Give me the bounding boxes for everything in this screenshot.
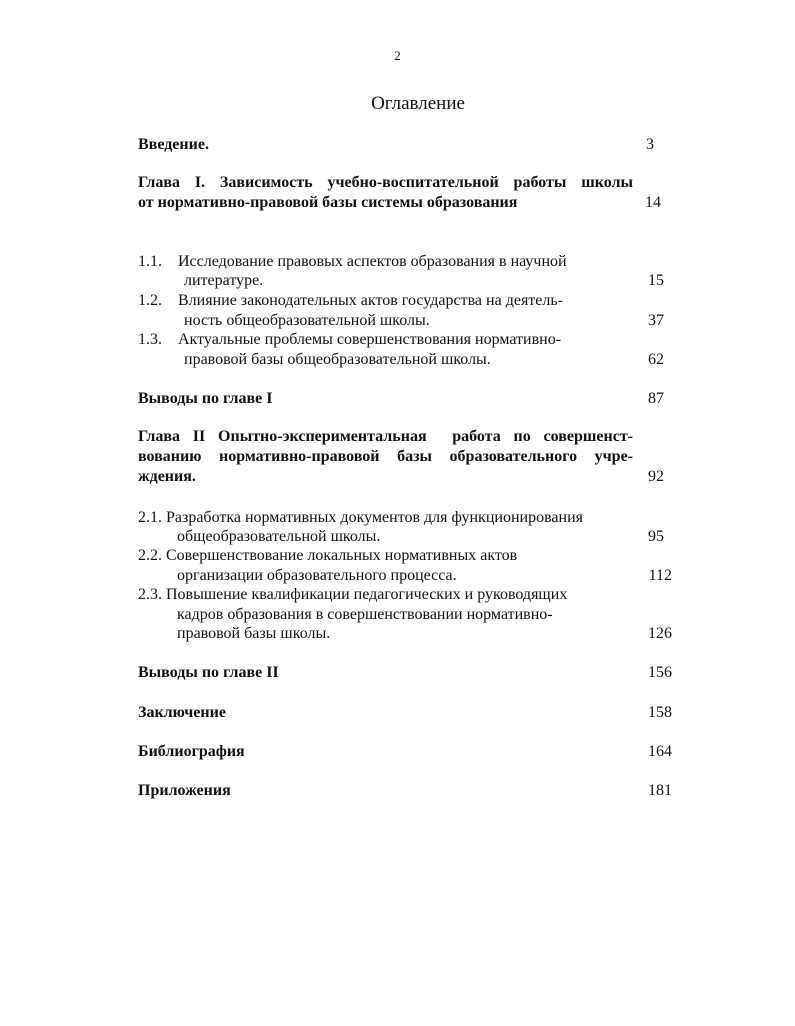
- toc-page-number: 37: [648, 312, 664, 329]
- toc-page-number: 95: [648, 528, 664, 545]
- toc-chapter-1-conclusions: Выводы по главе I: [138, 390, 273, 407]
- toc-section-2-3: 2.3. Повышение квалификации педагогических и руководящих: [138, 586, 568, 603]
- toc-chapter-2-title: Глава II Опытно-экспериментальная работа по совершенст-: [138, 428, 633, 445]
- toc-chapter-1-title: Глава I. Зависимость учебно-воспитательной работы школы: [138, 174, 633, 191]
- page-number: 2: [394, 48, 401, 63]
- toc-section-1-3: 1.3. Актуальные проблемы совершенствования нормативно-: [138, 331, 562, 348]
- toc-chapter-2-title: вованию нормативно-правовой базы образовательного учре-: [138, 448, 633, 465]
- toc-chapter-1-title: от нормативно-правовой базы системы образования: [138, 194, 518, 211]
- toc-page-number: 156: [648, 664, 672, 681]
- toc-section-1-1: литературе.: [184, 272, 264, 289]
- toc-section-2-2: 2.2. Совершенствование локальных нормативных актов: [138, 547, 518, 564]
- toc-page-number: 126: [648, 625, 672, 642]
- toc-page-number: 181: [648, 782, 672, 799]
- toc-section-2-1: общеобразовательной школы.: [177, 528, 381, 545]
- toc-section-1-2: 1.2. Влияние законодательных актов государства на деятель-: [138, 292, 563, 309]
- toc-page-number: 164: [648, 743, 672, 760]
- toc-appendices: Приложения: [138, 782, 231, 799]
- toc-section-1-1: 1.1. Исследование правовых аспектов образования в научной: [138, 253, 567, 270]
- toc-page-number: 15: [648, 272, 664, 289]
- toc-title: Оглавление: [371, 93, 465, 114]
- toc-section-2-1: 2.1. Разработка нормативных документов для функционирования: [138, 509, 583, 526]
- toc-section-2-3: правовой базы школы.: [177, 625, 331, 642]
- toc-section-2-2: организации образовательного процесса.: [177, 567, 457, 584]
- toc-page-number: 87: [648, 390, 664, 407]
- toc-page-number: 14: [645, 194, 661, 211]
- toc-introduction: Введение.: [138, 136, 209, 153]
- toc-conclusion: Заключение: [138, 704, 226, 721]
- toc-page-number: 3: [646, 136, 654, 153]
- toc-page-number: 92: [648, 468, 664, 485]
- toc-page-number: 158: [648, 704, 672, 721]
- toc-page-number: 112: [648, 567, 672, 584]
- toc-section-1-3: правовой базы общеобразовательной школы.: [184, 351, 491, 368]
- toc-page-number: 62: [648, 351, 664, 368]
- toc-section-2-3: кадров образования в совершенствовании нормативно-: [177, 606, 553, 623]
- toc-chapter-2-title: ждения.: [138, 468, 196, 485]
- toc-chapter-2-conclusions: Выводы по главе II: [138, 664, 279, 681]
- toc-bibliography: Библиография: [138, 743, 245, 760]
- toc-section-1-2: ность общеобразовательной школы.: [184, 312, 430, 329]
